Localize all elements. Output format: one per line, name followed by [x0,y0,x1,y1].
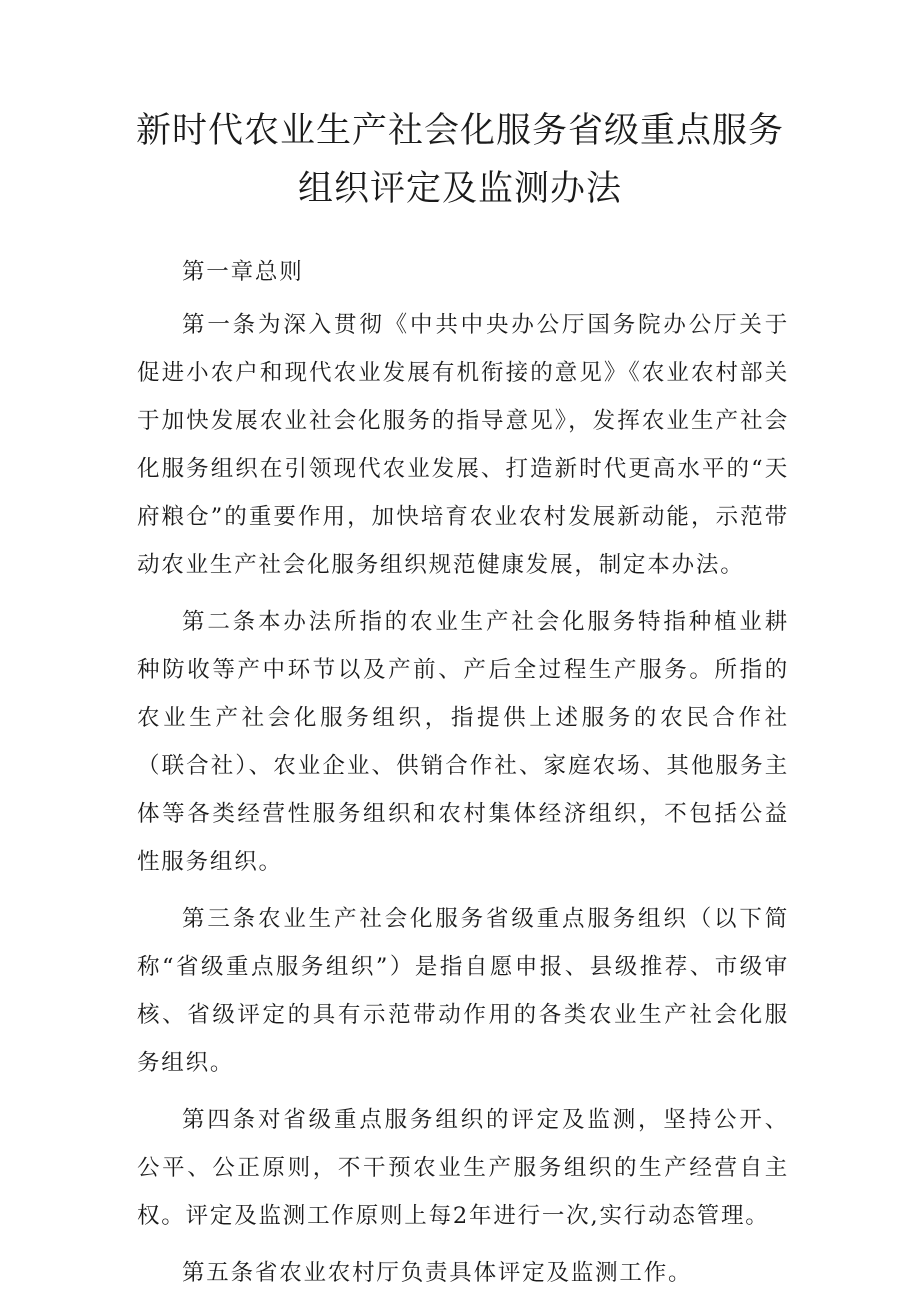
article-3: 第三条农业生产社会化服务省级重点服务组织（以下简称“省级重点服务组织”）是指自愿申报、县级推荐、市级审核、省级评定的具有示范带动作用的各类农业生产社会化服务组织。 [137,906,789,1076]
article-2: 第二条本办法所指的农业生产社会化服务特指种植业耕种防收等产中环节以及产前、产后全过程生产服务。所指的农业生产社会化服务组织，指提供上述服务的农民合作社（联合社）、农业企业、供销合作社、家庭农场、其他服务主体等各类经营性服务组织和农村集体经济组织，不包括公益性服务组织。 [137,609,789,875]
document-body [137,248,789,1306]
title-line-2: 组织评定及监测办法 [297,169,622,209]
article-1: 第一条为深入贯彻《中共中央办公厅国务院办公厅关于促进小农户和现代农业发展有机衔接的意见》《农业农村部关于加快发展农业社会化服务的指导意见》，发挥农业生产社会化服务组织在引领现代农业发展、打造新时代更高水平的“天府粮仓”的重要作用，加快培育农业农村发展新动能，示范带动农业生产社会化服务组织规范健康发展，制定本办法。 [137,312,789,578]
article-5: 第五条省农业农村厅负责具体评定及监测工作。 [182,1260,693,1286]
title-line-1: 新时代农业生产社会化服务省级重点服务 [135,111,784,151]
chapter-heading: 第一章总则 [182,259,304,285]
document-title [130,102,790,218]
article-4: 第四条对省级重点服务组织的评定及监测，坚持公开、公平、公正原则，不干预农业生产服务组织的生产经营自主权。评定及监测工作原则上每2年进行一次,实行动态管理。 [137,1107,789,1229]
